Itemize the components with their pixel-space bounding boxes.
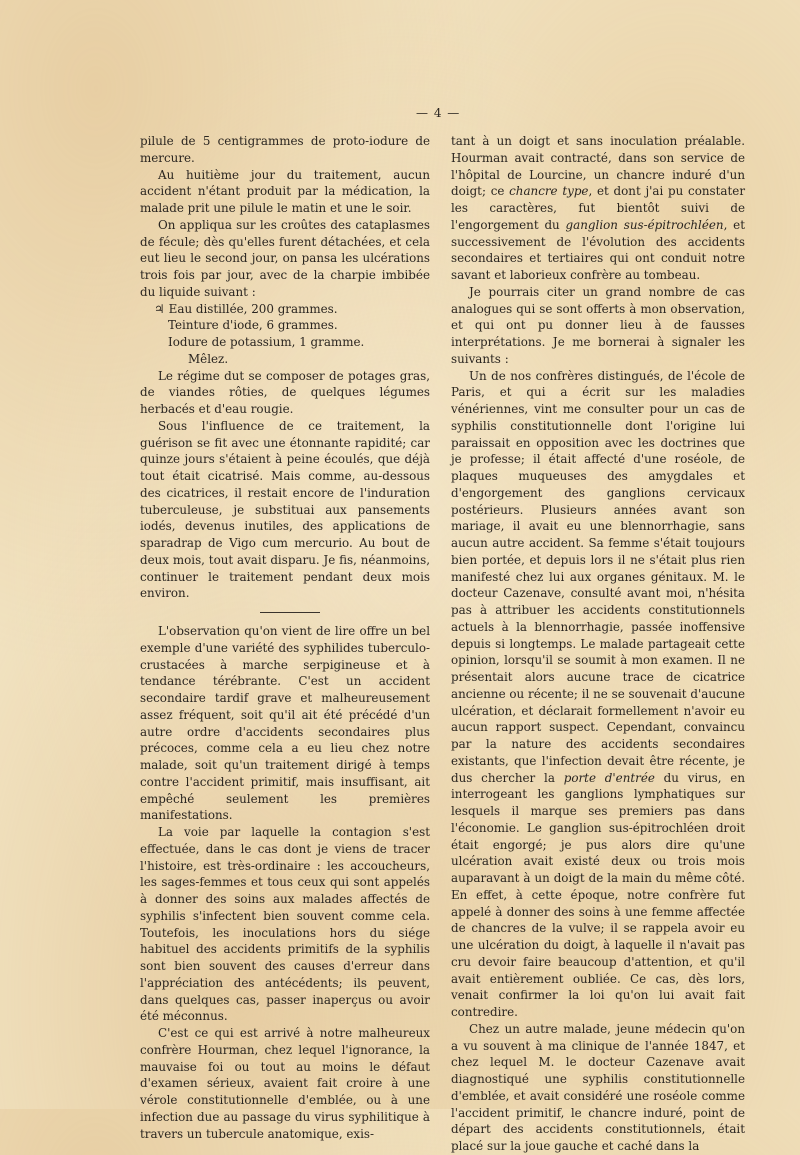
paragraph: Un de nos confrères distingués, de l'école de Paris, et qui a écrit sur les maladies vénériennes, vint me consulter pour un cas de syphilis constitutionnelle dont l'origine lui paraissait en opposition avec les doctrines que je professe; il était affecté d'une roséole, de plaques muqueuses des amygdales et d'engorgement des ganglions cervicaux postérieurs. Plusieurs années avant son mariage, il avait eu une blennorrhagie, sans aucun autre accident. Sa femme s'était toujours bien portée, et depuis lors il ne s'était plus rien manifesté chez lui aux organes génitaux. M. le docteur Cazenave, consulté avant moi, n'hésita pas à attribuer les accidents constitutionnels actuels à la blennorrhagie, passée inoffensive depuis si longtemps. Le malade partageait cette opinion, lorsqu'il se soumit à mon examen. Il ne présentait alors aucune trace de cicatrice ancienne ou récente; il ne se souvenait d'aucune ulcération, et déclarait formellement n'avoir eu aucun rapport suspect. Cependant, convaincu par la nature des accidents secondaires existants, que l'infection devait être récente, je dus chercher la porte d'entrée du virus, en interrogeant les ganglions lymphatiques sur lesquels il marque ses premiers pas dans l'économie. Le ganglion sus-épitrochléen droit était engorgé; je pus alors dire qu'une ulcération avait existé deux ou trois mois auparavant à un doigt de la main du même côté. En effet, à cette époque, notre confrère fut appelé à donner des soins à une femme affectée de chancres de la vulve; il se rappela avoir eu une ulcération du doigt, à laquelle il n'avait pas cru devoir faire beaucoup d'attention, et qu'il avait entièrement oubliée. Ce cas, dès lors, venait confirmer la loi qu'on lui avait fait contredire. [451,368,745,1019]
paragraph: La voie par laquelle la contagion s'est effectuée, dans le cas dont je viens de tracer l'histoire, est très-ordinaire : les accoucheurs, les sages-femmes et tous ceux qui sont appelés à donner des soins aux malades affectés de syphilis s'infectent bien souvent comme cela. Toutefois, les inoculations hors du siége habituel des accidents primitifs de la syphilis sont bien souvent des causes d'erreur dans l'appréciation des antécédents; ils peuvent, dans quelques cas, passer inaperçus ou avoir été méconnus. [140,825,430,1024]
prescription-line: Teinture d'iode, 6 grammes. [168,318,338,333]
prescription [154,301,430,368]
paragraph: Je pourrais citer un grand nombre de cas analogues qui se sont offerts à mon observation, et qui ont pu donner lieu à de fausses interprétations. Je me bornerai à signaler les suivants : [451,284,745,366]
paragraph: Chez un autre malade, jeune médecin qu'on a vu souvent à ma clinique de l'année 1847, et chez lequel M. le docteur Cazenave avait diagnostiqué une syphilis constitutionnelle d'emblée, et avait considéré une roséole comme l'accident primitif, le chancre induré, point de départ des accidents constitutionnels, était placé sur la joue gauche et caché dans la [451,1021,745,1153]
paragraph: L'observation qu'on vient de lire offre un bel exemple d'une variété des syphilides tuberculo-crustacées à marche serpigineuse et à tendance térébrante. C'est un accident secondaire tardif grave et malheureusement assez fréquent, soit qu'il ait été précédé d'un autre ordre d'accidents secondaires plus précoces, comme cela a eu lieu chez notre malade, soit qu'un traitement dirigé à temps contre l'accident primitif, mais insuffisant, ait empêché seulement les premières manifestations. [140,624,430,823]
italic-term: porte d'entrée [563,770,655,785]
italic-term: ganglion sus-épitrochléen [565,217,724,232]
paragraph: Au huitième jour du traitement, aucun accident n'étant produit par la médication, la malade prit une pilule le matin et une le soir. [140,167,430,215]
paragraph: tant à un doigt et sans inoculation préalable. Hourman avait contracté, dans son service de l'hôpital de Lourcine, un chancre induré d'un doigt; ce chancre type, et dont j'ai pu constater les caractères, fut bientôt suivi de l'engorgement du ganglion sus-épitrochléen, et successivement de l'évolution des accidents secondaires et tertiaires qui ont conduit notre savant et laborieux confrère au tombeau. [451,134,745,282]
paragraph: Le régime dut se composer de potages gras, de viandes rôties, de quelques légumes herbacés et d'eau rougie. [140,368,430,416]
paragraph: Sous l'influence de ce traitement, la guérison se fit avec une étonnante rapidité; car quinze jours s'étaient à peine écoulés, que déjà tout était cicatrisé. Mais comme, au-dessous des cicatrices, il restait encore de l'induration tuberculeuse, je substituai aux pansements iodés, devenus inutiles, des applications de sparadrap de Vigo cum mercurio. Au bout de deux mois, tout avait disparu. Je fis, néanmoins, continuer le traitement pendant deux mois environ. [140,418,430,601]
prescription-line: Eau distillée, 200 grammes. [168,301,338,316]
page-number: — 4 — [416,106,461,120]
paragraph: C'est ce qui est arrivé à notre malheureux confrère Hourman, chez lequel l'ignorance, la mauvaise foi ou tout au moins le défaut d'examen sérieux, avaient fait croire à une vérole constitutionnelle d'emblée, ou à une infection due au passage du virus syphilitique à travers un tubercule anatomique, exis- [140,1026,430,1141]
prescription-line: Iodure de potassium, 1 gramme. [168,335,365,349]
section-divider [260,612,320,613]
paragraph: pilule de 5 centigrammes de proto-iodure de mercure. [140,134,430,165]
italic-term: chancre type [509,184,589,199]
left-column [140,133,430,1142]
prescription-line: Mêlez. [188,351,229,366]
paragraph: On appliqua sur les croûtes des cataplasmes de fécule; dès qu'elles furent détachées, et cela eut lieu le second jour, on pansa les ulcérations trois fois par jour, avec de la charpie imbibée du liquide suivant : [140,217,430,299]
recipe-symbol-icon: ♃ [154,301,165,316]
right-column [451,133,745,1155]
